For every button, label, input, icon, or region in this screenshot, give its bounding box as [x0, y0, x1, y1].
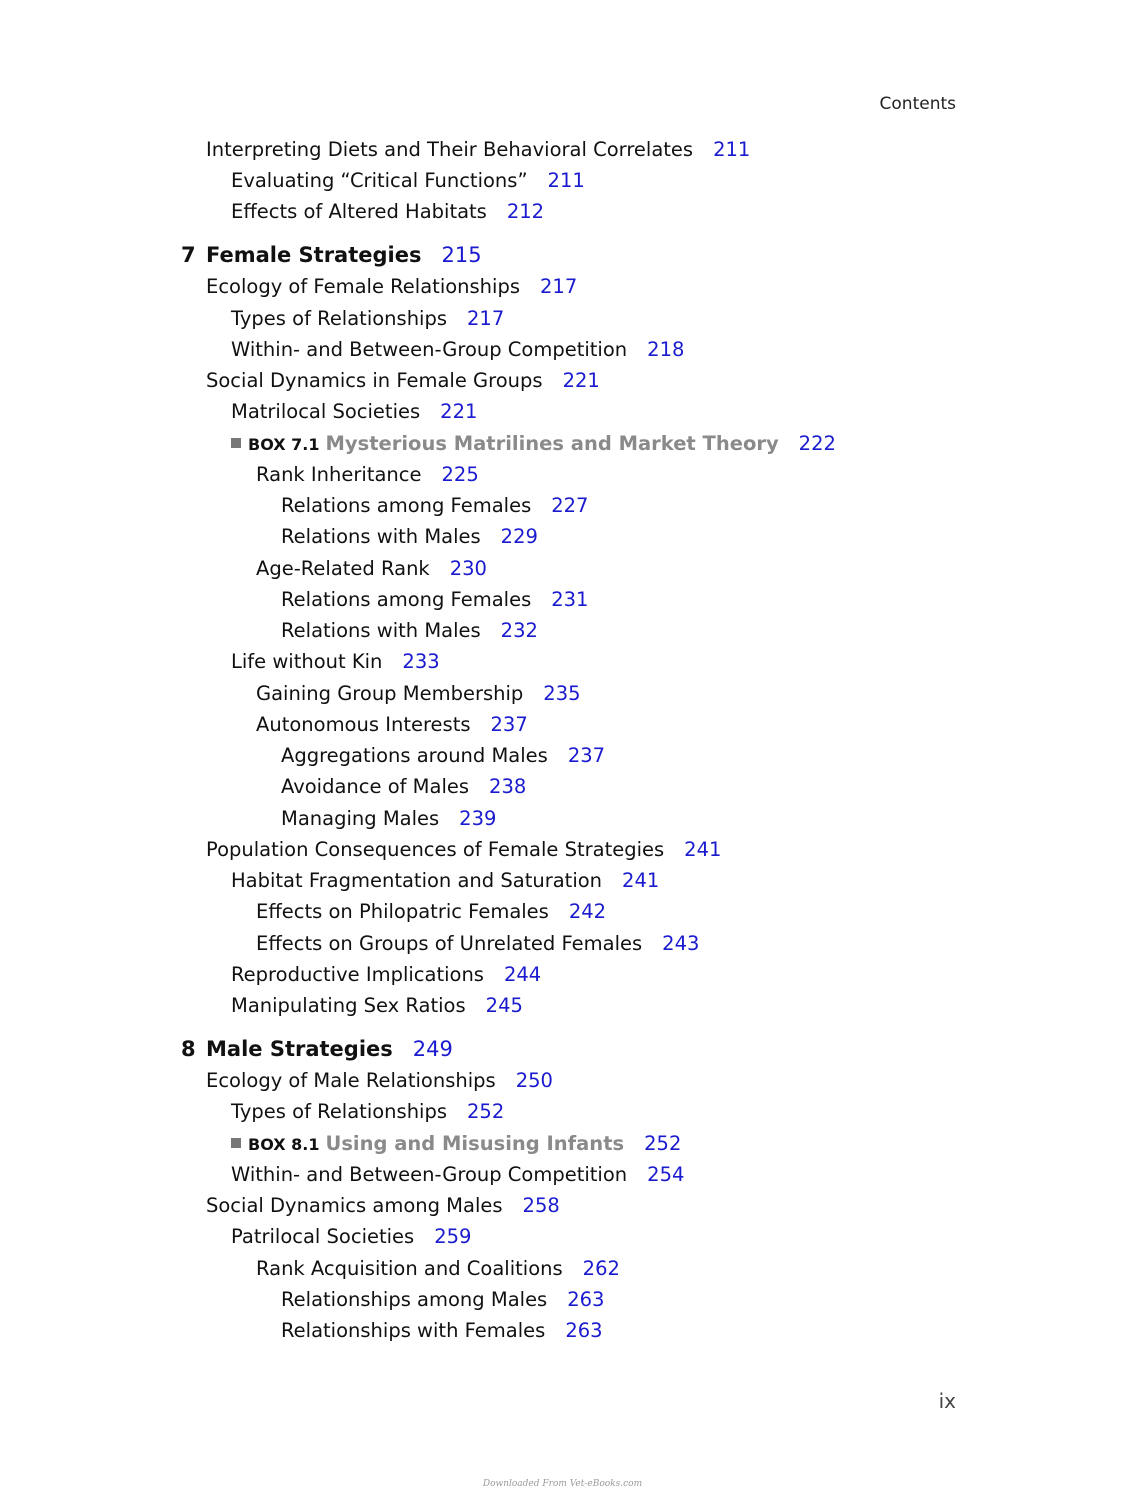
toc-page-number[interactable]: 258: [522, 1194, 560, 1217]
toc-entry[interactable]: [256, 1256, 620, 1282]
toc-page-number[interactable]: 225: [441, 463, 479, 486]
toc-page-number[interactable]: 254: [647, 1163, 685, 1186]
toc-entry[interactable]: [231, 306, 504, 332]
toc-page-number[interactable]: 252: [644, 1132, 682, 1155]
toc-box-entry[interactable]: [231, 1131, 681, 1158]
toc-entry[interactable]: [281, 524, 538, 550]
toc-page-number[interactable]: 231: [551, 588, 589, 611]
toc-entry[interactable]: [231, 199, 544, 225]
toc-page-number[interactable]: 252: [467, 1100, 505, 1123]
toc-page-number[interactable]: 242: [568, 900, 607, 923]
toc-entry[interactable]: [281, 743, 605, 769]
watermark: Downloaded From Vet-eBooks.com: [482, 1479, 643, 1489]
toc-entry[interactable]: [231, 337, 684, 363]
toc-page-number[interactable]: 215: [441, 243, 482, 267]
toc-entry[interactable]: [281, 1287, 604, 1313]
toc-page-number[interactable]: 262: [582, 1257, 620, 1280]
toc-entry[interactable]: [231, 993, 523, 1019]
toc-entry-title: Habitat Fragmentation and Saturation: [231, 869, 603, 892]
toc-entry-title: Social Dynamics in Female Groups: [206, 369, 543, 392]
toc-page-number[interactable]: 238: [489, 775, 527, 798]
toc-page-number[interactable]: 245: [485, 994, 523, 1017]
toc-page-number[interactable]: 244: [503, 963, 542, 986]
toc-page-number[interactable]: 239: [459, 807, 497, 830]
toc-entry-title: Relationships among Males: [281, 1288, 548, 1311]
toc-entry[interactable]: [206, 837, 721, 863]
toc-entry[interactable]: [281, 493, 588, 519]
toc-entry-title: Avoidance of Males: [281, 775, 470, 798]
toc-entry-title: Relations with Males: [281, 619, 481, 642]
toc-entry[interactable]: [231, 399, 477, 425]
toc-entry[interactable]: [206, 1068, 553, 1094]
toc-entry[interactable]: [281, 806, 496, 832]
toc-entry[interactable]: [206, 368, 600, 394]
toc-page-number[interactable]: 229: [500, 525, 538, 548]
toc-entry-title: Social Dynamics among Males: [206, 1194, 503, 1217]
toc-entry[interactable]: [231, 868, 659, 894]
toc-entry[interactable]: [281, 774, 526, 800]
toc-entry-title: Evaluating “Critical Functions”: [231, 169, 528, 192]
toc-page-number[interactable]: 233: [402, 650, 440, 673]
toc-page-number[interactable]: 241: [622, 869, 660, 892]
chapter-title: Female Strategies: [206, 243, 422, 267]
toc-entry[interactable]: [231, 1099, 504, 1125]
toc-entry-title: Ecology of Male Relationships: [206, 1069, 496, 1092]
chapter-heading[interactable]: [206, 1036, 453, 1062]
toc-entry[interactable]: [231, 1224, 471, 1250]
toc-entry[interactable]: [281, 1318, 603, 1344]
toc-entry[interactable]: [206, 274, 577, 300]
toc-entry-title: Effects on Philopatric Females: [256, 900, 549, 923]
toc-entry[interactable]: [231, 649, 440, 675]
toc-box-entry[interactable]: [231, 431, 836, 458]
toc-page-number[interactable]: 227: [551, 494, 589, 517]
toc-entry-title: Managing Males: [281, 807, 440, 830]
toc-page-number[interactable]: 263: [565, 1319, 603, 1342]
box-title: Using and Misusing Infants: [325, 1132, 625, 1155]
toc-entry-title: Rank Acquisition and Coalitions: [256, 1257, 563, 1280]
toc-entry-title: Manipulating Sex Ratios: [231, 994, 466, 1017]
toc-page-number[interactable]: 243: [662, 932, 700, 955]
toc-page-number[interactable]: 218: [647, 338, 685, 361]
box-label: BOX 8.1: [248, 1135, 320, 1154]
toc-entry-title: Reproductive Implications: [231, 963, 484, 986]
toc-page-number[interactable]: 212: [506, 200, 545, 223]
toc-page-number[interactable]: 217: [467, 307, 505, 330]
toc-entry[interactable]: [231, 1162, 684, 1188]
toc-page-number[interactable]: 259: [434, 1225, 472, 1248]
toc-entry-title: Autonomous Interests: [256, 713, 471, 736]
toc-entry-title: Matrilocal Societies: [231, 400, 421, 423]
toc-page-number[interactable]: 230: [449, 557, 487, 580]
toc-page-number[interactable]: 221: [440, 400, 478, 423]
toc-entry-title: Interpreting Diets and Their Behavioral Correlates: [206, 138, 694, 161]
chapter-number: 8: [181, 1037, 196, 1061]
toc-entry-title: Ecology of Female Relationships: [206, 275, 520, 298]
toc-entry-title: Types of Relationships: [231, 1100, 448, 1123]
box-title: Mysterious Matrilines and Market Theory: [325, 432, 779, 455]
toc-entry-title: Aggregations around Males: [281, 744, 548, 767]
toc-entry-title: Relations with Males: [281, 525, 481, 548]
toc-entry-title: Effects on Groups of Unrelated Females: [256, 932, 643, 955]
running-header: Contents: [879, 94, 956, 114]
toc-entry[interactable]: [256, 681, 581, 707]
toc-page-number[interactable]: 250: [515, 1069, 553, 1092]
toc-page-number[interactable]: 237: [490, 713, 528, 736]
toc-entry[interactable]: [231, 962, 541, 988]
toc-entry[interactable]: [256, 931, 699, 957]
toc-page-number[interactable]: 211: [547, 169, 585, 192]
toc-page-number[interactable]: 217: [540, 275, 578, 298]
toc-entry[interactable]: [256, 556, 487, 582]
toc-entry-title: Effects of Altered Habitats: [231, 200, 487, 223]
toc-entry[interactable]: [281, 618, 538, 644]
toc-entry[interactable]: [256, 712, 528, 738]
box-marker-icon: [231, 1138, 241, 1148]
toc-entry-title: Patrilocal Societies: [231, 1225, 415, 1248]
page-number-folio: ix: [938, 1389, 956, 1413]
toc-page-number[interactable]: 211: [713, 138, 751, 161]
toc-page-number[interactable]: 221: [562, 369, 600, 392]
toc-entry[interactable]: [256, 462, 479, 488]
toc-page-number[interactable]: 235: [543, 682, 581, 705]
toc-entry-title: Within- and Between-Group Competition: [231, 338, 628, 361]
toc-entry-title: Types of Relationships: [231, 307, 448, 330]
toc-entry[interactable]: [281, 587, 588, 613]
toc-entry-title: Age-Related Rank: [256, 557, 430, 580]
toc-entry[interactable]: [206, 1193, 560, 1219]
toc-page-number[interactable]: 241: [684, 838, 722, 861]
toc-entry[interactable]: [231, 168, 585, 194]
chapter-title: Male Strategies: [206, 1037, 393, 1061]
toc-entry-title: Relations among Females: [281, 494, 532, 517]
toc-page-number[interactable]: 249: [412, 1037, 453, 1061]
toc-entry-title: Rank Inheritance: [256, 463, 422, 486]
toc-entry[interactable]: [256, 899, 606, 925]
toc-page-number[interactable]: 237: [567, 744, 606, 767]
toc-entry-title: Population Consequences of Female Strategies: [206, 838, 665, 861]
toc-page-number[interactable]: 232: [500, 619, 538, 642]
toc-entry[interactable]: [206, 137, 750, 163]
toc-entry-title: Relationships with Females: [281, 1319, 546, 1342]
toc-page-number[interactable]: 263: [567, 1288, 605, 1311]
toc-entry-title: Relations among Females: [281, 588, 532, 611]
toc-entry-title: Within- and Between-Group Competition: [231, 1163, 628, 1186]
toc-entry-title: Gaining Group Membership: [256, 682, 524, 705]
chapter-number: 7: [181, 243, 196, 267]
chapter-heading[interactable]: [206, 242, 482, 268]
box-label: BOX 7.1: [248, 435, 320, 454]
toc-entry-title: Life without Kin: [231, 650, 383, 673]
toc-page-number[interactable]: 222: [798, 432, 836, 455]
box-marker-icon: [231, 438, 241, 448]
